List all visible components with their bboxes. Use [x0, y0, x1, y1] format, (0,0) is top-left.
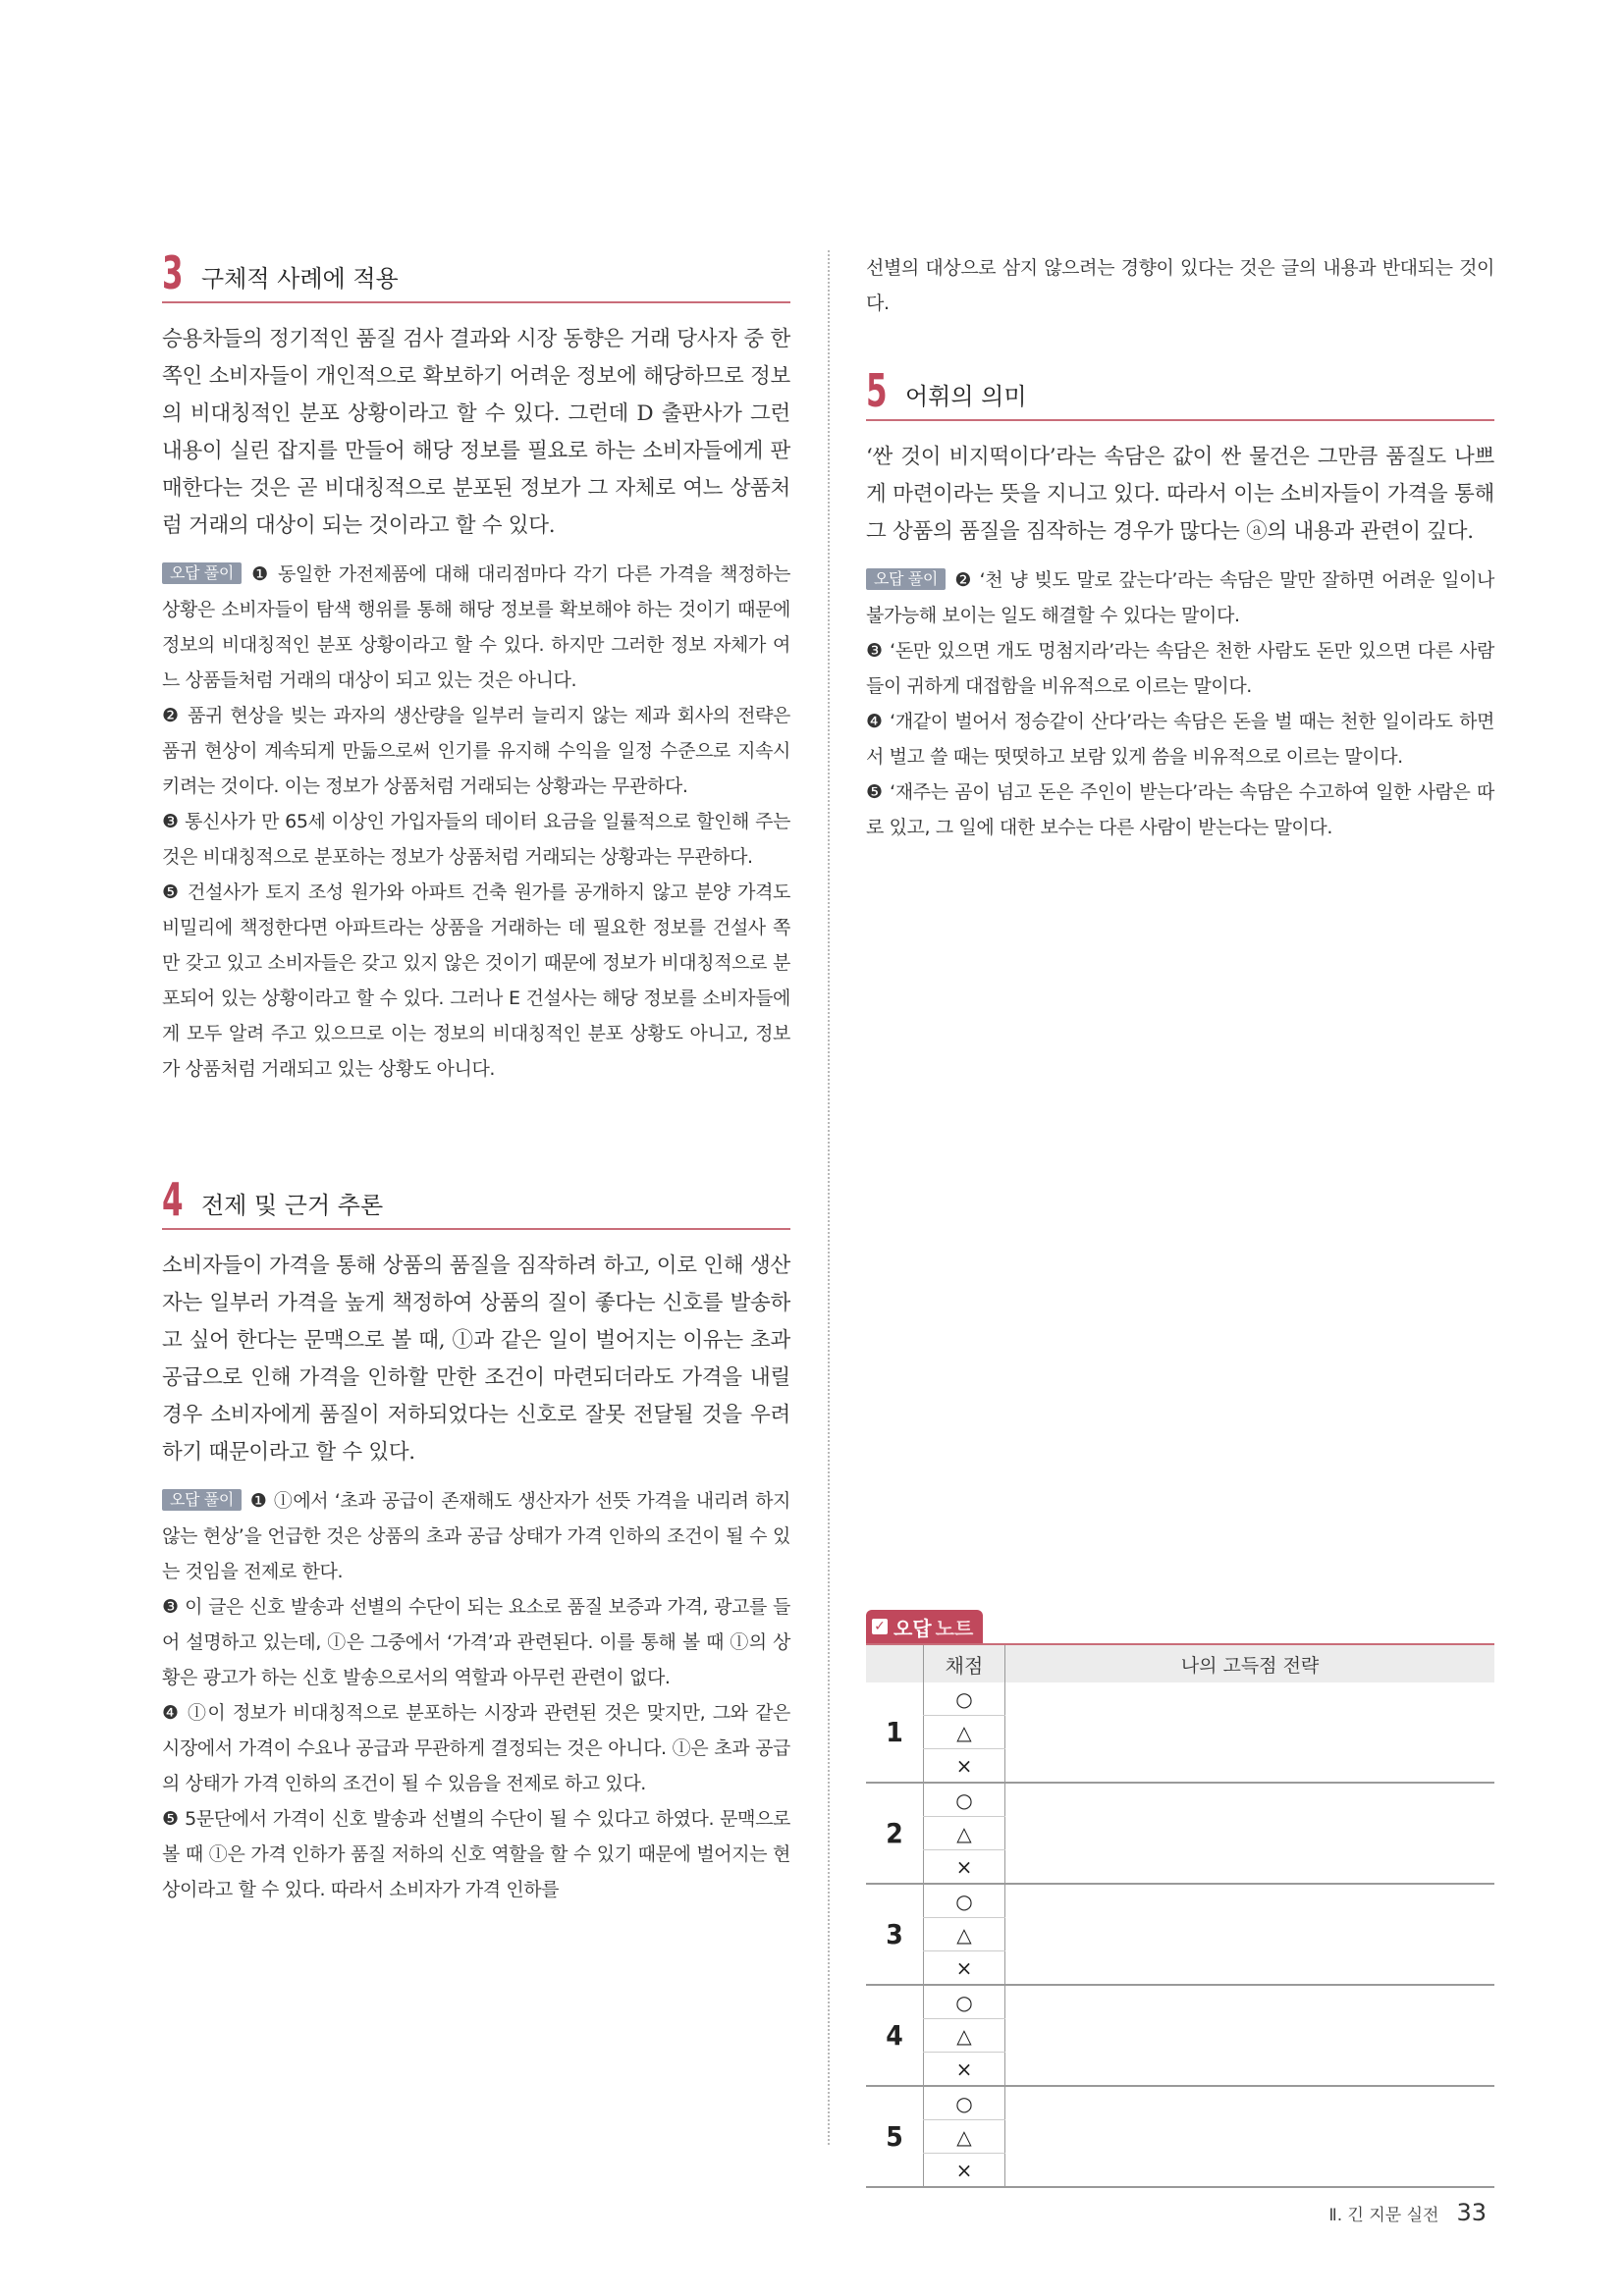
section-5-note-1: 오답 풀이 ❷ ‘천 냥 빚도 말로 갚는다’라는 속담은 말만 잘하면 어려운 일이나 불가능해 보이는 일도 해결할 수 있다는 말이다. [866, 569, 1494, 626]
wrong-note-row [866, 1985, 1494, 2019]
score-mark-cell[interactable]: △ [924, 2120, 1005, 2154]
strategy-cell[interactable] [1005, 1985, 1495, 2086]
wrong-answer-note [866, 1610, 1494, 2188]
score-mark-cell[interactable]: ○ [924, 2086, 1005, 2120]
section-number: 4 [162, 1173, 184, 1226]
section-4-note-1: 오답 풀이 ❶ ⓛ에서 ‘초과 공급이 존재해도 생산자가 선뜻 가격을 내리려 하지 않는 현상’을 언급한 것은 상품의 초과 공급 상태가 가격 인하의 조건이 될 수 있는 것임을 전제로 한다. [162, 1490, 790, 1582]
section-5-note-4: ❺ ‘재주는 곰이 넘고 돈은 주인이 받는다’라는 속담은 수고하여 일한 사람은 따로 있고, 그 일에 대한 보수는 다른 사람이 받는다는 말이다. [866, 781, 1494, 838]
wrong-answer-tag: 오답 풀이 [162, 1489, 242, 1511]
score-mark-cell[interactable]: △ [924, 1918, 1005, 1951]
strategy-cell[interactable] [1005, 1783, 1495, 1884]
section-title: 어휘의 의미 [905, 383, 1027, 411]
score-mark-cell[interactable]: × [924, 1951, 1005, 1986]
section-5-body: ‘싼 것이 비지떡이다’라는 속담은 값이 싼 물건은 그만큼 품질도 나쁘게 마련이라는 뜻을 지니고 있다. 따라서 이는 소비자들이 가격을 통해 그 상품의 품질을 짐작하는 경우가 많다는 ⓐ의 내용과 관련이 깊다. [866, 445, 1494, 544]
section-3-note-1: 오답 풀이 ❶ 동일한 가전제품에 대해 대리점마다 각기 다른 가격을 책정하는 상황은 소비자들이 탐색 행위를 통해 해당 정보를 확보해야 하는 것이기 때문에 정보의 비대칭적인 분포 상황이라고 할 수 있다. 하지만 그러한 정보 자체가 여느 상품들처럼 거래의 대상이 되고 있는 것은 아니다. [162, 563, 790, 691]
score-mark-cell[interactable]: × [924, 1749, 1005, 1784]
score-mark-cell[interactable]: ○ [924, 1783, 1005, 1817]
wrong-note-table [866, 1643, 1494, 2188]
left-column [162, 246, 790, 1907]
score-mark-cell[interactable]: ○ [924, 1682, 1005, 1716]
section-5-note-2: ❸ ‘돈만 있으면 개도 멍첨지라’라는 속담은 천한 사람도 돈만 있으면 다른 사람들이 귀하게 대접함을 비유적으로 이르는 말이다. [866, 640, 1494, 697]
section-number: 5 [866, 364, 888, 417]
score-mark-cell[interactable]: △ [924, 2019, 1005, 2053]
strategy-cell[interactable] [1005, 1884, 1495, 1985]
wrong-note-badge: ✓ 오답 노트 [866, 1610, 983, 1643]
score-mark-cell[interactable]: ○ [924, 1985, 1005, 2019]
section-4-note-4: ❺ 5문단에서 가격이 신호 발송과 선별의 수단이 될 수 있다고 하였다. 문맥으로 볼 때 ⓛ은 가격 인하가 품질 저하의 신호 역할을 할 수 있기 때문에 벌어지는 현상이라고 할 수 있다. 따라서 소비자가 가격 인하를 [162, 1808, 790, 1900]
score-header: 채점 [924, 1644, 1005, 1682]
section-number: 3 [162, 246, 184, 299]
wrong-note-row [866, 2086, 1494, 2120]
section-title: 구체적 사례에 적용 [201, 265, 399, 294]
question-number: 2 [866, 1783, 924, 1884]
right-column [866, 250, 1494, 845]
question-number: 4 [866, 1985, 924, 2086]
strategy-cell[interactable] [1005, 1682, 1495, 1783]
score-mark-cell[interactable]: × [924, 2154, 1005, 2188]
question-number: 3 [866, 1884, 924, 1985]
score-mark-cell[interactable]: △ [924, 1817, 1005, 1850]
section-3-note-4: ❺ 건설사가 토지 조성 원가와 아파트 건축 원가를 공개하지 않고 분양 가격도 비밀리에 책정한다면 아파트라는 상품을 거래하는 데 필요한 정보를 건설사 쪽만 갖고 있고 소비자들은 갖고 있지 않은 것이기 때문에 정보가 비대칭적으로 분포되어 있는 상황이라고 할 수 있다. 그러나 E 건설사는 해당 정보를 소비자들에게 모두 알려 주고 있으므로 이는 정보의 비대칭적인 분포 상황도 아니고, 정보가 상품처럼 거래되고 있는 상황도 아니다. [162, 881, 790, 1080]
section-4-continuation: 선별의 대상으로 삼지 않으려는 경향이 있다는 것은 글의 내용과 반대되는 것이다. [866, 257, 1494, 314]
page-footer [1328, 2199, 1487, 2226]
section-4-note-2: ❸ 이 글은 신호 발송과 선별의 수단이 되는 요소로 품질 보증과 가격, 광고를 들어 설명하고 있는데, ⓛ은 그중에서 ‘가격’과 관련된다. 이를 통해 볼 때 ⓛ의 상황은 광고가 하는 신호 발송으로서의 역할과 아무런 관련이 없다. [162, 1596, 790, 1688]
section-5-header [866, 364, 1494, 421]
section-3-note-3: ❸ 통신사가 만 65세 이상인 가입자들의 데이터 요금을 일률적으로 할인해 주는 것은 비대칭적으로 분포하는 정보가 상품처럼 거래되는 상황과는 무관하다. [162, 811, 790, 868]
wrong-answer-tag: 오답 풀이 [162, 562, 242, 584]
score-mark-cell[interactable]: △ [924, 1716, 1005, 1749]
wrong-note-row [866, 1783, 1494, 1817]
wrong-note-row [866, 1884, 1494, 1918]
section-title: 전제 및 근거 추론 [201, 1192, 384, 1220]
strategy-cell[interactable] [1005, 2086, 1495, 2187]
section-3-body: 승용차들의 정기적인 품질 검사 결과와 시장 동향은 거래 당사자 중 한쪽인 소비자들이 개인적으로 확보하기 어려운 정보에 해당하므로 정보의 비대칭적인 분포 상황이라고 할 수 있다. 그런데 D 출판사가 그런 내용이 실린 잡지를 만들어 해당 정보를 필요로 하는 소비자들에게 판매한다는 것은 곧 비대칭적으로 분포된 정보가 그 자체로 여느 상품처럼 거래의 대상이 되는 것이라고 할 수 있다. [162, 327, 790, 538]
wrong-answer-tag: 오답 풀이 [866, 568, 946, 590]
section-4-header [162, 1173, 790, 1230]
question-number: 5 [866, 2086, 924, 2187]
score-mark-cell[interactable]: × [924, 2053, 1005, 2087]
section-4-body: 소비자들이 가격을 통해 상품의 품질을 짐작하려 하고, 이로 인해 생산자는 일부러 가격을 높게 책정하여 상품의 질이 좋다는 신호를 발송하고 싶어 한다는 문맥으로 볼 때, ⓛ과 같은 일이 벌어지는 이유는 초과 공급으로 인해 가격을 인하할 만한 조건이 마련되더라도 가격을 내릴 경우 소비자에게 품질이 저하되었다는 신호로 잘못 전달될 것을 우려하기 때문이라고 할 수 있다. [162, 1254, 790, 1465]
column-divider [828, 250, 830, 2145]
section-4-note-3: ❹ ⓛ이 정보가 비대칭적으로 분포하는 시장과 관련된 것은 맞지만, 그와 같은 시장에서 가격이 수요나 공급과 무관하게 결정되는 것은 아니다. ⓛ은 초과 공급의 상태가 가격 인하의 조건이 될 수 있음을 전제로 하고 있다. [162, 1702, 790, 1794]
score-mark-cell[interactable]: ○ [924, 1884, 1005, 1918]
score-mark-cell[interactable]: × [924, 1850, 1005, 1885]
question-number: 1 [866, 1682, 924, 1783]
section-3-header [162, 246, 790, 303]
page-number: 33 [1456, 2199, 1487, 2226]
wrong-note-row [866, 1682, 1494, 1716]
strategy-header: 나의 고득점 전략 [1005, 1644, 1495, 1682]
checkbox-icon: ✓ [872, 1619, 888, 1634]
section-5-note-3: ❹ ‘개같이 벌어서 정승같이 산다’라는 속담은 돈을 벌 때는 천한 일이라도 하면서 벌고 쓸 때는 떳떳하고 보람 있게 씀을 비유적으로 이르는 말이다. [866, 711, 1494, 768]
section-3-note-2: ❷ 품귀 현상을 빚는 과자의 생산량을 일부러 늘리지 않는 제과 회사의 전략은 품귀 현상이 계속되게 만듦으로써 인기를 유지해 수익을 일정 수준으로 지속시키려는 것이다. 이는 정보가 상품처럼 거래되는 상황과는 무관하다. [162, 705, 790, 797]
footer-section: Ⅱ. 긴 지문 실전 [1328, 2206, 1439, 2225]
